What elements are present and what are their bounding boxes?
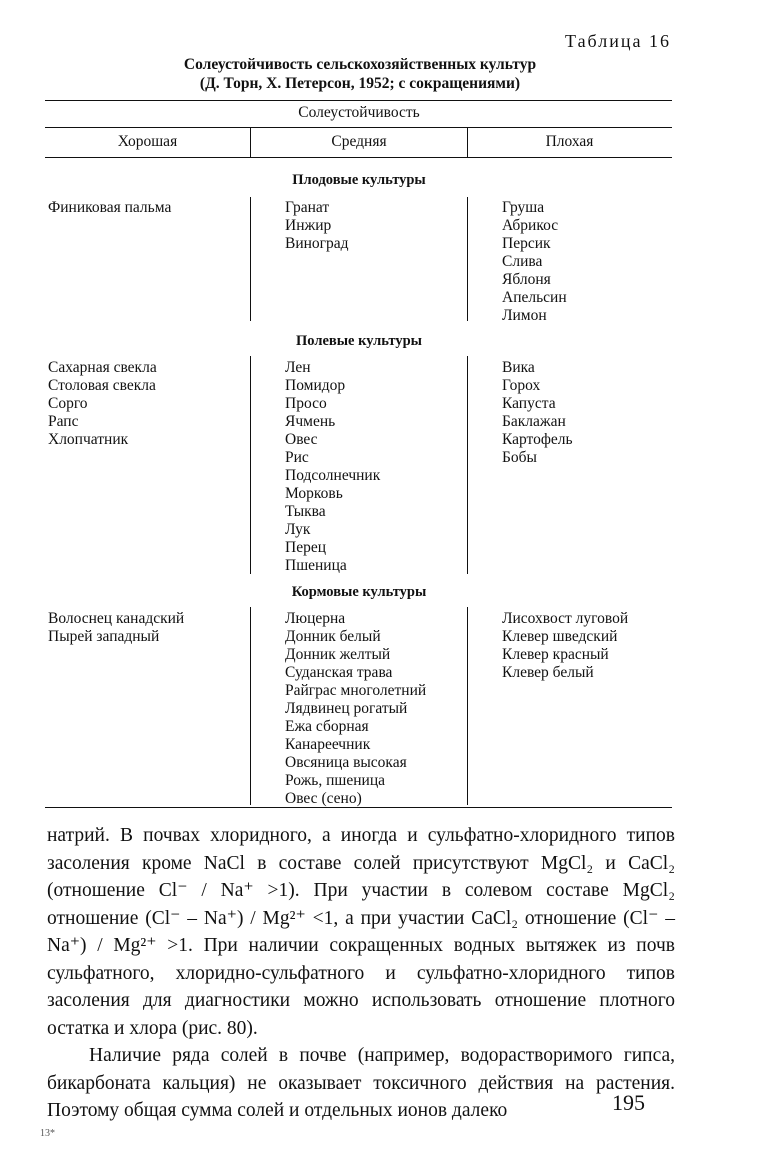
list-item: Клевер шведский	[502, 628, 618, 645]
section-forage-divider-1	[250, 607, 251, 805]
section-title-forage: Кормовые культуры	[291, 584, 427, 600]
list-item: Инжир	[285, 217, 332, 234]
body-paragraph-2: Наличие ряда солей в почве (например, водорастворимого гипса, бикарбоната кальция) не оказывает токсичного действия на растения. Поэтому общая сумма солей и отдельных ионов далеко	[47, 1045, 675, 1121]
list-item: Персик	[502, 235, 551, 252]
section-title-fruit: Плодовые культуры	[292, 172, 426, 188]
list-item: Лисохвост луговой	[502, 610, 629, 627]
section-field-good-list	[48, 359, 157, 449]
corner-mark: 13*	[40, 1128, 55, 1139]
list-item: Овес	[285, 431, 318, 448]
list-item: Люцерна	[285, 610, 346, 627]
section-field-divider-2	[467, 356, 468, 574]
list-item: Абрикос	[502, 217, 559, 234]
list-item: Горох	[502, 377, 541, 394]
section-fruit-divider-1	[250, 197, 251, 321]
list-item: Донник желтый	[285, 646, 391, 663]
header-poor: Плохая	[545, 133, 594, 150]
list-item: Капуста	[502, 395, 556, 412]
list-item: Подсолнечник	[285, 467, 381, 484]
list-item: Сорго	[48, 395, 88, 412]
list-item: Сахарная свекла	[48, 359, 157, 376]
section-field-medium-list	[285, 359, 380, 575]
list-item: Клевер белый	[502, 664, 594, 681]
list-item: Рожь, пшеница	[285, 772, 386, 789]
list-item: Вика	[502, 359, 535, 376]
section-title-field: Полевые культуры	[296, 333, 422, 349]
list-item: Баклажан	[502, 413, 566, 430]
list-item: Пшеница	[285, 557, 347, 574]
list-item: Овес (сено)	[285, 790, 362, 807]
table-top-rule	[45, 100, 672, 101]
list-item: Помидор	[285, 377, 346, 394]
list-item: Суданская трава	[285, 664, 393, 681]
page-number: 195	[612, 1090, 645, 1115]
list-item: Пырей западный	[48, 628, 160, 645]
section-fruit-divider-2	[467, 197, 468, 321]
section-field-divider-1	[250, 356, 251, 574]
list-item: Лядвинец рогатый	[285, 700, 408, 717]
header-bottom-rule	[45, 157, 672, 158]
section-forage-medium-list	[285, 610, 426, 808]
section-fruit-good-list	[48, 199, 171, 217]
section-fruit-poor-list	[502, 199, 567, 325]
list-item: Гранат	[285, 199, 330, 216]
section-forage-good-list	[48, 610, 184, 646]
list-item: Овсяница высокая	[285, 754, 407, 771]
header-good: Хорошая	[117, 133, 178, 150]
section-fruit-medium-list	[285, 199, 349, 253]
list-item: Хлопчатник	[48, 431, 129, 448]
list-item: Бобы	[502, 449, 537, 466]
header-group: Солеустойчивость	[298, 104, 420, 121]
caption-line-2: (Д. Торн, Х. Петерсон, 1952; с сокращениями)	[199, 75, 521, 92]
list-item: Тыква	[285, 503, 326, 520]
list-item: Перец	[285, 539, 326, 556]
list-item: Рис	[285, 449, 309, 466]
list-item: Рапс	[48, 413, 79, 430]
body-text	[47, 822, 675, 1125]
list-item: Лен	[285, 359, 311, 376]
list-item: Райграс многолетний	[285, 682, 427, 699]
list-item: Груша	[502, 199, 545, 216]
list-item: Лимон	[502, 307, 547, 324]
list-item: Клевер красный	[502, 646, 609, 663]
list-item: Апельсин	[502, 289, 567, 306]
table-caption	[0, 55, 720, 93]
body-paragraph-1: натрий. В почвах хлоридного, а иногда и сульфатно-хлоридного типов засоления кроме NaCl в составе солей присутствуют MgCl₂ и CaCl₂ (отношение Cl⁻ / Na⁺ >1). При участии в солевом составе MgCl₂ отношение (Cl⁻ – Na⁺) / Mg²⁺ <1, а при участии CaCl₂ отношение (Cl⁻ – Na⁺) / Mg²⁺ >1. При наличии сокращенных водных вытяжек из почв сульфатного, хлоридно-сульфатного и сульфатно-хлоридного типов засоления для диагностики можно использовать отношение плотного остатка и хлора (рис. 80).	[47, 825, 675, 1039]
list-item: Слива	[502, 253, 543, 270]
list-item: Канареечник	[285, 736, 371, 753]
section-forage-poor-list	[502, 610, 628, 682]
section-field-poor-list	[502, 359, 573, 467]
list-item: Финиковая пальма	[48, 199, 172, 216]
list-item: Столовая свекла	[48, 377, 156, 394]
list-item: Просо	[285, 395, 327, 412]
list-item: Морковь	[285, 485, 343, 502]
list-item: Волоснец канадский	[48, 610, 185, 627]
caption-line-1: Солеустойчивость сельскохозяйственных культур	[183, 56, 537, 73]
list-item: Ежа сборная	[285, 718, 369, 735]
list-item: Яблоня	[502, 271, 551, 288]
list-item: Картофель	[502, 431, 573, 448]
header-medium: Средняя	[331, 133, 387, 150]
table-label: Таблица 16	[565, 31, 671, 51]
list-item: Ячмень	[285, 413, 336, 430]
header-mid-rule	[45, 127, 672, 128]
section-forage-divider-2	[467, 607, 468, 805]
list-item: Лук	[285, 521, 311, 538]
table-bottom-rule	[45, 807, 672, 808]
list-item: Виноград	[285, 235, 349, 252]
list-item: Донник белый	[285, 628, 381, 645]
